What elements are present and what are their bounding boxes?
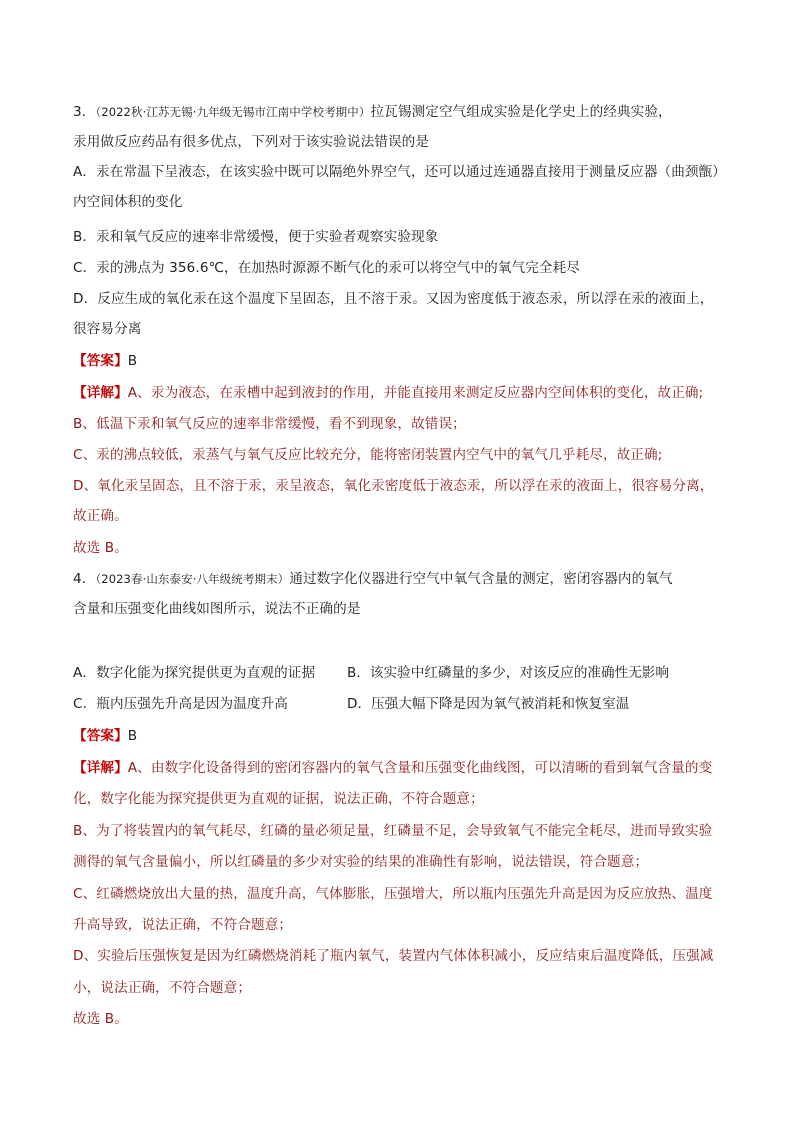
q4-explain-7: D、实验后压强恢复是因为红磷燃烧消耗了瓶内氧气，装置内气体体积减小，反应结束后温度降低，压强减 xyxy=(73,948,714,964)
q3-explain-4: D、氧化汞呈固态，且不溶于汞，汞呈液态，氧化汞密度低于液态汞，所以浮在汞的液面上，很容易分离， xyxy=(73,478,714,494)
q3-option-c: C．汞的沸点为 356.6℃，在加热时源源不断气化的汞可以将空气中的氧气完全耗尽 xyxy=(73,260,580,276)
q3-number: 3． xyxy=(73,104,96,120)
q4-option-d: D．压强大幅下降是因为氧气被消耗和恢复室温 xyxy=(347,696,630,712)
q3-explain-2: B、低温下汞和氧气反应的速率非常缓慢，看不到现象，故错误； xyxy=(73,416,466,432)
q4-option-a: A．数字化能为探究提供更为直观的证据 xyxy=(73,665,316,681)
q4-option-b: B．该实验中红磷量的多少，对该反应的准确性无影响 xyxy=(347,665,669,681)
q3-option-d-2: 很容易分离 xyxy=(73,321,142,337)
q3-option-d-1: D．反应生成的氧化汞在这个温度下呈固态，且不溶于汞。又因为密度低于液态汞，所以浮在汞的液面上， xyxy=(73,291,714,307)
q4-explain-line-1 xyxy=(73,759,712,777)
q3-explain-tag: 【详解】 xyxy=(73,385,128,401)
q4-option-c: C．瓶内压强先升高是因为温度升高 xyxy=(73,696,288,712)
q3-answer-line xyxy=(73,352,137,370)
q4-explain-4: 测得的氧气含量偏小，所以红磷量的多少对实验的结果的准确性有影响，说法错误，符合题意； xyxy=(73,854,649,870)
q3-conclusion: 故选 B。 xyxy=(73,540,128,556)
q3-answer-tag: 【答案】 xyxy=(73,353,128,369)
q4-explain-tag: 【详解】 xyxy=(73,760,128,776)
q4-conclusion: 故选 B。 xyxy=(73,1011,128,1027)
q4-answer: B xyxy=(127,728,138,744)
q4-stem-1: 通过数字化仪器进行空气中氧气含量的测定，密闭容器内的氧气 xyxy=(289,571,673,587)
q3-explain-5: 故正确。 xyxy=(73,508,128,524)
q4-source: （2023春·山东泰安·八年级统考期末） xyxy=(95,572,290,586)
q4-explain-6: 升高导致，说法正确，不符合题意； xyxy=(73,917,293,933)
q3-option-b: B．汞和氧气反应的速率非常缓慢，便于实验者观察实验现象 xyxy=(73,229,439,245)
q4-number: 4． xyxy=(73,571,96,587)
q3-source: （2022秋·江苏无锡·九年级无锡市江南中学校考期中） xyxy=(95,105,371,119)
q3-explain-1: A、汞为液态，在汞槽中起到液封的作用，并能直接用来测定反应器内空间体积的变化，故正确; xyxy=(127,385,704,401)
q3-option-a-2: 内空间体积的变化 xyxy=(73,194,183,210)
q3-stem-line-1 xyxy=(73,103,672,121)
q4-explain-3: B、为了将装置内的氧气耗尽，红磷的量必须足量，红磷量不足，会导致氧气不能完全耗尽，进而导致实验 xyxy=(73,823,713,839)
q4-explain-1: A、由数字化设备得到的密闭容器内的氧气含量和压强变化曲线图，可以清晰的看到氧气含量的变 xyxy=(127,760,713,776)
q4-answer-line xyxy=(73,727,137,745)
q3-stem-2: 汞用做反应药品有很多优点，下列对于该实验说法错误的是 xyxy=(73,134,430,150)
q3-option-a-1: A．汞在常温下呈液态，在该实验中既可以隔绝外界空气，还可以通过连通器直接用于测量反应器（曲颈甑） xyxy=(73,164,727,180)
q4-stem-line-1 xyxy=(73,570,673,588)
q4-answer-tag: 【答案】 xyxy=(73,728,128,744)
q3-answer: B xyxy=(127,353,138,369)
q3-explain-line-1 xyxy=(73,384,703,402)
q4-explain-5: C、红磷燃烧放出大量的热，温度升高，气体膨胀，压强增大，所以瓶内压强先升高是因为反应放热、温度 xyxy=(73,886,713,902)
q3-explain-3: C、汞的沸点较低，汞蒸气与氧气反应比较充分，能将密闭装置内空气中的氧气几乎耗尽，故正确; xyxy=(73,447,663,463)
q3-stem-1: 拉瓦锡测定空气组成实验是化学史上的经典实验， xyxy=(370,104,672,120)
q4-stem-2: 含量和压强变化曲线如图所示，说法不正确的是 xyxy=(73,601,361,617)
q4-explain-8: 小，说法正确，不符合题意； xyxy=(73,980,252,996)
q4-explain-2: 化，数字化能为探究提供更为直观的证据，说法正确，不符合题意； xyxy=(73,791,484,807)
